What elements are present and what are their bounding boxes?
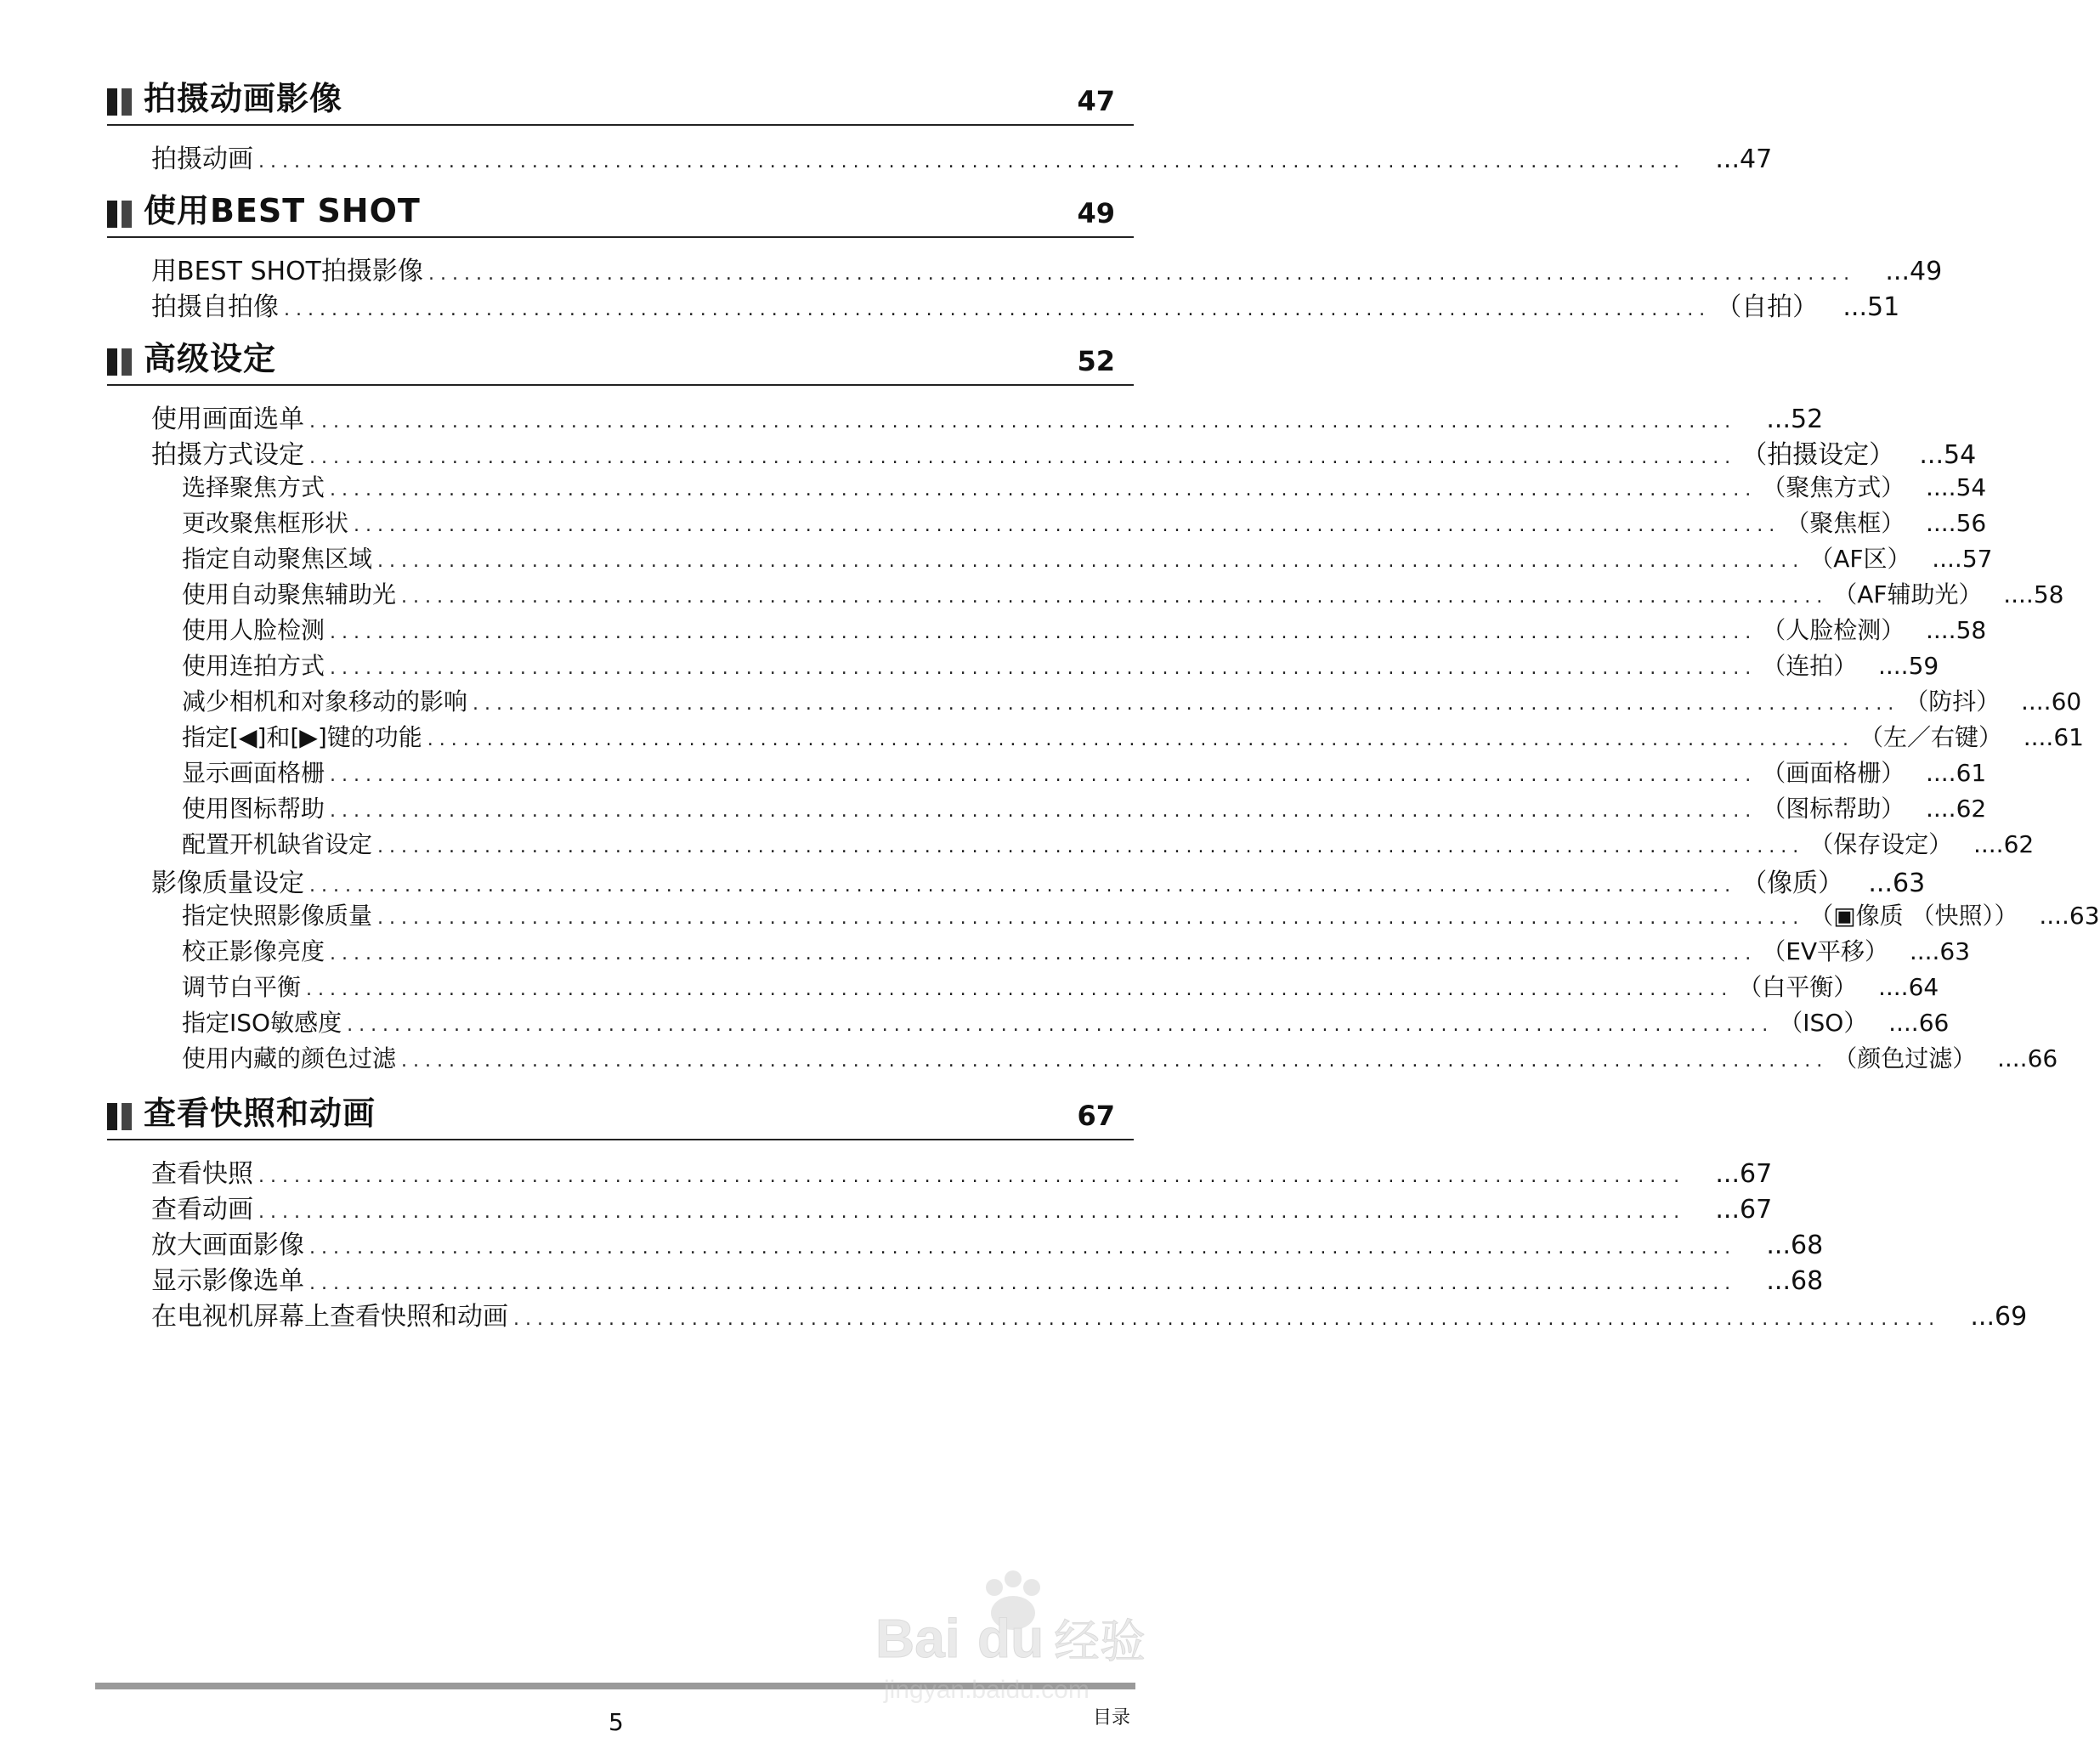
toc-entry[interactable] xyxy=(107,897,2100,933)
section-marker-icon xyxy=(107,348,132,376)
dot-leader: ........................................................................................................................ xyxy=(309,875,1737,897)
section-page: 52 xyxy=(1077,345,1115,377)
dot-leader: ........................................................................................................................ xyxy=(258,1166,1686,1187)
entry-label: 放大画面影像 xyxy=(151,1231,304,1260)
toc-entry[interactable] xyxy=(107,576,2064,612)
section-marker-icon xyxy=(107,201,132,228)
entry-page: ...51 xyxy=(1842,292,1900,322)
toc-entry[interactable] xyxy=(107,286,1900,322)
entry-page: ....63 xyxy=(1909,937,1971,965)
entry-label: 指定[◀]和[▶]键的功能 xyxy=(182,723,422,751)
entry-tag: （▣像质 （快照）） xyxy=(1809,902,2018,930)
dot-leader: ........................................................................................................................ xyxy=(284,299,1712,320)
page-number: 5 xyxy=(608,1708,624,1736)
entry-page: ....62 xyxy=(1973,830,2035,858)
dot-leader: ........................................................................................................................ xyxy=(306,979,1734,1000)
section-entries xyxy=(107,386,2100,1089)
entry-label: 使用画面选单 xyxy=(151,405,304,434)
toc-entry[interactable] xyxy=(107,1224,1824,1260)
entry-label: 显示画面格栅 xyxy=(182,759,325,787)
dot-leader: ........................................................................................................................ xyxy=(354,515,1781,536)
section-page: 67 xyxy=(1077,1100,1115,1132)
dot-leader: ........................................................................................................................ xyxy=(377,551,1805,572)
entry-page: ...67 xyxy=(1715,1195,1773,1225)
entry-page: ....63 xyxy=(2039,902,2100,930)
entry-tag: （AF区） xyxy=(1809,545,1911,573)
section-title[interactable]: 拍摄动画影像 xyxy=(144,80,343,117)
section-title[interactable]: 使用BEST SHOT xyxy=(144,192,421,229)
entry-label: 减少相机和对象移动的影响 xyxy=(182,687,468,716)
toc-section xyxy=(107,187,1943,335)
section-header xyxy=(107,75,1134,126)
footer-label: 目录 xyxy=(1093,1707,1131,1729)
toc-entry[interactable] xyxy=(107,1295,2028,1332)
entry-page: ....61 xyxy=(1925,759,1987,787)
entry-page: ...63 xyxy=(1868,869,1926,898)
dot-leader: ........................................................................................................................ xyxy=(347,1015,1775,1036)
entry-label: 指定ISO敏感度 xyxy=(182,1009,342,1037)
dot-leader: ........................................................................................................................ xyxy=(513,1309,1941,1330)
dot-leader: ........................................................................................................................ xyxy=(258,151,1686,173)
entry-page: ....64 xyxy=(1877,973,1939,1001)
entry-label: 查看快照 xyxy=(151,1159,253,1189)
dot-leader: ........................................................................................................................ xyxy=(258,1202,1686,1223)
entry-page: ....54 xyxy=(1925,473,1987,501)
entry-label: 显示影像选单 xyxy=(151,1266,304,1296)
dot-leader: ........................................................................................................................ xyxy=(330,943,1758,965)
section-page: 47 xyxy=(1077,85,1115,117)
entry-page: ....56 xyxy=(1925,509,1987,537)
dot-leader: ........................................................................................................................ xyxy=(309,447,1737,468)
dot-leader: ........................................................................................................................ xyxy=(427,729,1854,750)
section-marker-icon xyxy=(107,88,132,116)
entry-page: ....59 xyxy=(1877,652,1939,680)
dot-leader: ........................................................................................................................ xyxy=(330,801,1758,822)
entry-page: ...67 xyxy=(1715,1159,1773,1189)
toc-entry[interactable] xyxy=(107,1188,1773,1225)
toc-entry[interactable] xyxy=(107,826,2035,862)
entry-tag: （聚焦框） xyxy=(1786,509,1905,537)
toc-entry[interactable] xyxy=(107,648,1939,683)
entry-label: 指定快照影像质量 xyxy=(182,902,373,930)
entry-label: 校正影像亮度 xyxy=(182,937,325,965)
entry-label: 使用人脸检测 xyxy=(182,616,325,644)
toc-entry[interactable] xyxy=(107,138,1773,174)
toc-section xyxy=(107,1089,2028,1344)
entry-label: 使用内藏的颜色过滤 xyxy=(182,1044,397,1072)
entry-label: 使用连拍方式 xyxy=(182,652,325,680)
entry-page: ...52 xyxy=(1766,405,1824,434)
entry-page: ....57 xyxy=(1932,545,1993,573)
dot-leader: ........................................................................................................................ xyxy=(377,908,1805,929)
toc-section xyxy=(107,75,1773,187)
entry-page: ....62 xyxy=(1925,795,1987,823)
entry-label: 影像质量设定 xyxy=(151,869,304,898)
entry-page: ...68 xyxy=(1766,1266,1824,1296)
toc-entry[interactable] xyxy=(107,433,1977,470)
section-entries xyxy=(107,238,1943,335)
entry-page: ....66 xyxy=(1888,1009,1950,1037)
entry-tag: （拍摄设定） xyxy=(1741,440,1895,470)
dot-leader: ........................................................................................................................ xyxy=(330,622,1758,643)
dot-leader: ........................................................................................................................ xyxy=(309,1237,1737,1259)
section-entries xyxy=(107,126,1773,187)
toc-entry[interactable] xyxy=(107,540,1993,576)
dot-leader: ........................................................................................................................ xyxy=(330,765,1758,786)
toc-entry[interactable] xyxy=(107,1004,1950,1040)
section-header xyxy=(107,187,1134,238)
entry-tag: （防抖） xyxy=(1905,687,2001,716)
entry-tag: （白平衡） xyxy=(1738,973,1858,1001)
entry-tag: （图标帮助） xyxy=(1762,795,1905,823)
entry-page: ...54 xyxy=(1919,440,1977,470)
toc-entry[interactable] xyxy=(107,612,1987,648)
entry-label: 拍摄动画 xyxy=(151,144,253,174)
entry-tag: （AF辅助光） xyxy=(1833,580,1983,608)
entry-tag: （左／右键） xyxy=(1859,723,2002,751)
svg-text:jingyan.baidu.com: jingyan.baidu.com xyxy=(884,1676,1090,1704)
toc-entry[interactable] xyxy=(107,933,1971,969)
entry-label: 指定自动聚焦区域 xyxy=(182,545,373,573)
dot-leader: ........................................................................................................................ xyxy=(309,1273,1737,1294)
baidu-watermark-logo xyxy=(867,1564,1156,1708)
svg-text:Bai: Bai xyxy=(875,1608,960,1669)
dot-leader: ........................................................................................................................ xyxy=(377,836,1805,857)
toc-entry[interactable] xyxy=(107,1040,2058,1076)
toc-entry[interactable] xyxy=(107,862,1926,898)
dot-leader: ........................................................................................................................ xyxy=(330,658,1758,679)
entry-tag: （自拍） xyxy=(1716,292,1819,322)
entry-label: 使用图标帮助 xyxy=(182,795,325,823)
dot-leader: ........................................................................................................................ xyxy=(401,1050,1829,1072)
toc-entry[interactable] xyxy=(107,683,2082,719)
entry-label: 调节白平衡 xyxy=(182,973,302,1001)
toc-entry[interactable] xyxy=(107,790,1987,826)
toc-entry[interactable] xyxy=(107,250,1943,286)
entry-page: ....58 xyxy=(2003,580,2064,608)
toc-entry[interactable] xyxy=(107,719,2084,755)
entry-tag: （人脸检测） xyxy=(1762,616,1905,644)
toc-entry[interactable] xyxy=(107,1152,1773,1189)
dot-leader: ........................................................................................................................ xyxy=(427,263,1856,285)
entry-tag: （画面格栅） xyxy=(1762,759,1905,787)
entry-page: ....61 xyxy=(2023,723,2084,751)
entry-page: ....66 xyxy=(1996,1044,2058,1072)
table-of-contents xyxy=(107,75,2100,1344)
entry-tag: （聚焦方式） xyxy=(1762,473,1905,501)
entry-label: 配置开机缺省设定 xyxy=(182,830,373,858)
entry-page: ....60 xyxy=(2020,687,2082,716)
section-header xyxy=(107,1089,1134,1140)
toc-entry[interactable] xyxy=(107,469,1987,505)
section-title[interactable]: 高级设定 xyxy=(144,340,277,377)
entry-label: 在电视机屏幕上查看快照和动画 xyxy=(151,1302,508,1332)
entry-page: ...68 xyxy=(1766,1231,1824,1260)
entry-label: 拍摄自拍像 xyxy=(151,292,279,322)
entry-label: 选择聚焦方式 xyxy=(182,473,325,501)
entry-label: 更改聚焦框形状 xyxy=(182,509,349,537)
dot-leader: ........................................................................................................................ xyxy=(309,411,1737,433)
toc-entry[interactable] xyxy=(107,398,1824,434)
toc-entry[interactable] xyxy=(107,505,1987,540)
section-title[interactable]: 查看快照和动画 xyxy=(144,1095,376,1132)
entry-page: ...47 xyxy=(1715,144,1773,174)
entry-page: ...69 xyxy=(1970,1302,2028,1332)
entry-label: 使用自动聚焦辅助光 xyxy=(182,580,397,608)
entry-page: ....58 xyxy=(1925,616,1987,644)
entry-tag: （连拍） xyxy=(1762,652,1858,680)
svg-text:du: du xyxy=(977,1608,1044,1669)
entry-tag: （颜色过滤） xyxy=(1833,1044,1977,1072)
dot-leader: ........................................................................................................................ xyxy=(401,586,1829,608)
entry-label: 用BEST SHOT拍摄影像 xyxy=(151,257,423,286)
section-header xyxy=(107,335,1134,386)
section-marker-icon xyxy=(107,1103,132,1130)
section-page: 49 xyxy=(1077,197,1115,229)
toc-entry[interactable] xyxy=(107,969,1939,1004)
entry-label: 查看动画 xyxy=(151,1195,253,1225)
toc-entry[interactable] xyxy=(107,755,1987,790)
entry-page: ...49 xyxy=(1885,257,1943,286)
entry-tag: （像质） xyxy=(1741,869,1844,898)
entry-tag: （EV平移） xyxy=(1762,937,1889,965)
toc-section xyxy=(107,335,2100,1089)
entry-tag: （保存设定） xyxy=(1809,830,1953,858)
entry-label: 拍摄方式设定 xyxy=(151,440,304,470)
dot-leader: ........................................................................................................................ xyxy=(330,479,1758,501)
section-entries xyxy=(107,1140,2028,1344)
toc-entry[interactable] xyxy=(107,1259,1824,1296)
svg-text:经验: 经验 xyxy=(1054,1615,1146,1668)
entry-tag: （ISO） xyxy=(1779,1009,1868,1037)
dot-leader: ........................................................................................................................ xyxy=(473,693,1900,715)
